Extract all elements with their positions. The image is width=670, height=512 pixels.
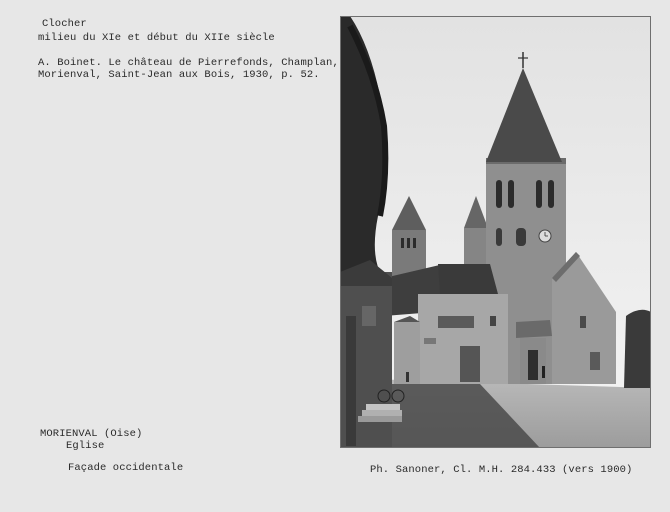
reference-line-1: A. Boinet. Le château de Pierrefonds, Champlan,: [38, 57, 339, 69]
reference-line-2: Morienval, Saint-Jean aux Bois, 1930, p. 52.: [38, 69, 320, 81]
location-line-3: Façade occidentale: [68, 462, 184, 474]
title-line-1: Clocher: [42, 18, 87, 30]
location-line-1: MORIENVAL (Oise): [40, 428, 143, 440]
title-line-2: milieu du XIe et début du XIIe siècle: [38, 32, 275, 44]
church-photograph: [340, 16, 651, 448]
photo-credit: Ph. Sanoner, Cl. M.H. 284.433 (vers 1900): [370, 464, 633, 476]
location-line-2: Eglise: [66, 440, 105, 452]
